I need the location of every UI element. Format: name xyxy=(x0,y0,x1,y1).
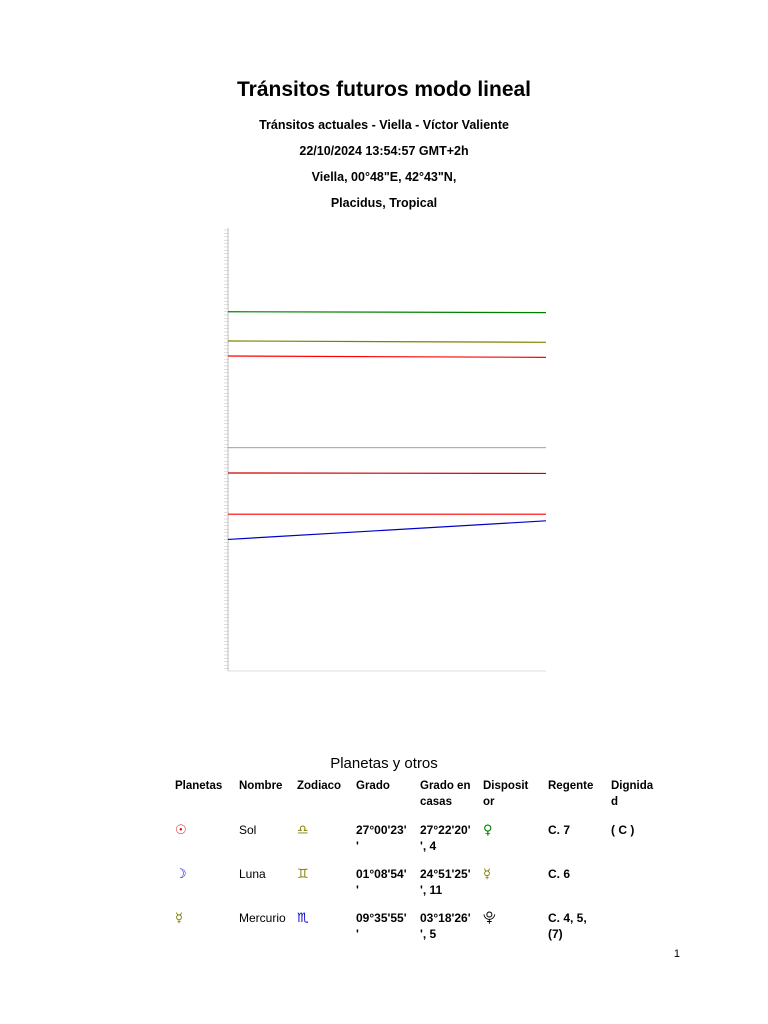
location: Viella, 00°48"E, 42°43"N, xyxy=(311,170,457,184)
dignity-cell xyxy=(608,854,664,898)
col-header: Grado en casas xyxy=(420,780,471,808)
col-header: Disposit or xyxy=(483,780,529,808)
degree-cell: 27°00'23' ' xyxy=(356,823,407,853)
sun-icon: ☉ xyxy=(175,823,187,838)
col-header: Dignida d xyxy=(611,780,654,808)
mercury-icon: ☿ xyxy=(483,867,491,882)
col-header: Grado xyxy=(356,780,390,792)
chart-series xyxy=(228,312,546,540)
planet-name: Sol xyxy=(239,823,257,837)
series-line-3 xyxy=(228,356,546,357)
page-number: 1 xyxy=(673,948,680,960)
col-header: Regente xyxy=(548,780,594,792)
ruler-cell: C. 4, 5, (7) xyxy=(548,911,587,941)
ruler-cell: C. 6 xyxy=(548,867,571,881)
mercury-icon: ☿ xyxy=(175,911,183,926)
planets-table xyxy=(172,778,664,942)
col-header: Nombre xyxy=(239,780,283,792)
subtitle: Tránsitos actuales - Viella - Víctor Valiente xyxy=(259,118,509,132)
dignity-cell xyxy=(608,898,664,942)
glyph-cell xyxy=(294,898,353,942)
ruler-cell: C. 7 xyxy=(548,823,571,837)
glyph-cell xyxy=(172,854,236,898)
page-title: Tránsitos futuros modo lineal xyxy=(236,78,532,101)
house-degree-cell: 27°22'20' ', 4 xyxy=(420,823,471,853)
chart-axis xyxy=(224,228,546,671)
glyph-cell xyxy=(294,854,353,898)
datetime: 22/10/2024 13:54:57 GMT+2h xyxy=(299,144,469,158)
table-row xyxy=(172,898,664,942)
section-title: Planetas y otros xyxy=(330,755,438,772)
scorpio-icon: ♏ xyxy=(297,911,309,926)
dignity-cell: ( C ) xyxy=(611,823,635,837)
planet-name: Luna xyxy=(239,867,266,881)
table-header-row xyxy=(172,778,664,810)
glyph-cell xyxy=(172,898,236,942)
gemini-icon: ♊ xyxy=(297,867,309,882)
series-line-1 xyxy=(228,312,546,313)
venus-icon: ♀ xyxy=(483,823,493,838)
series-line-2 xyxy=(228,341,546,342)
libra-icon: ♎ xyxy=(297,823,309,838)
col-header: Zodiaco xyxy=(297,780,342,792)
col-header: Planetas xyxy=(175,780,223,792)
pluto-icon: ⯓ xyxy=(483,911,496,926)
house-degree-cell: 03°18'26' ', 5 xyxy=(420,911,471,941)
house-system: Placidus, Tropical xyxy=(330,196,438,210)
series-line-7 xyxy=(228,521,546,540)
glyph-cell xyxy=(480,898,545,942)
house-degree-cell: 24°51'25' ', 11 xyxy=(420,867,471,897)
glyph-cell xyxy=(172,810,236,854)
glyph-cell xyxy=(294,810,353,854)
moon-icon: ☽ xyxy=(175,867,187,882)
degree-cell: 01°08'54' ' xyxy=(356,867,407,897)
glyph-cell xyxy=(480,810,545,854)
transits-line-chart xyxy=(218,222,550,684)
table-row xyxy=(172,810,664,854)
table-row xyxy=(172,854,664,898)
planet-name: Mercurio xyxy=(239,911,286,925)
degree-cell: 09°35'55' ' xyxy=(356,911,407,941)
glyph-cell xyxy=(480,854,545,898)
